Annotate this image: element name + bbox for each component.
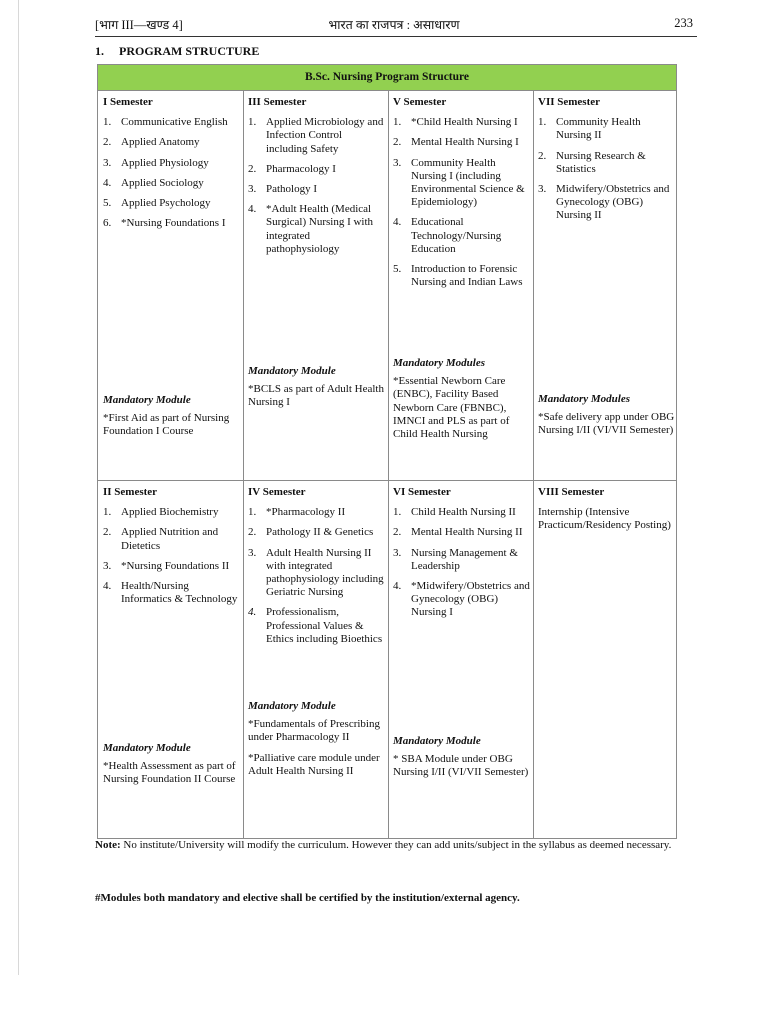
item-number: 2. xyxy=(393,136,402,149)
course-name: Educational Technology/Nursing Education xyxy=(411,216,502,255)
course-name: Nursing Management & Leadership xyxy=(411,546,518,572)
item-number: 2. xyxy=(393,526,402,539)
module-title: Mandatory Module xyxy=(248,700,336,712)
course-item xyxy=(538,183,676,223)
course-name: Applied Anatomy xyxy=(121,136,200,149)
item-number: 1. xyxy=(248,506,257,519)
course-item xyxy=(103,506,241,519)
course-item xyxy=(393,506,531,519)
course-item xyxy=(248,203,386,256)
course-name: Pharmacology I xyxy=(266,162,336,175)
header-gazette-title: भारत का राजपत्र : असाधारण xyxy=(328,18,460,32)
column-divider xyxy=(388,91,389,838)
course-item xyxy=(248,163,386,176)
course-name: Child Health Nursing II xyxy=(411,506,516,519)
course-name: Nursing Research & Statistics xyxy=(556,149,646,175)
course-item xyxy=(393,263,531,289)
course-item xyxy=(538,116,676,142)
course-name: Health/Nursing Informatics & Technology xyxy=(121,580,238,606)
semester-title: VIII Semester xyxy=(538,486,605,498)
course-item xyxy=(103,580,241,606)
item-number: 1. xyxy=(538,116,547,129)
semester-cell-iv xyxy=(248,486,386,653)
mandatory-module-iv xyxy=(248,700,386,778)
module-text-secondary: *Palliative care module under Adult Health Nursing II xyxy=(248,751,380,777)
course-item xyxy=(248,183,386,196)
item-number: 4. xyxy=(393,580,402,593)
module-title: Mandatory Modules xyxy=(538,393,630,405)
mandatory-module-iii xyxy=(248,365,386,410)
course-name: Midwifery/Obstetrics and Gynecology (OBG) Nursing II xyxy=(556,183,670,222)
course-name: Applied Biochemistry xyxy=(121,506,219,519)
course-item xyxy=(538,150,676,176)
module-title: Mandatory Module xyxy=(103,742,191,754)
module-title: Mandatory Module xyxy=(103,394,191,406)
module-text: *BCLS as part of Adult Health Nursing I xyxy=(248,383,384,409)
semester-title: IV Semester xyxy=(248,486,306,498)
module-title: Mandatory Module xyxy=(393,735,481,747)
course-item xyxy=(103,217,241,230)
item-number: 3. xyxy=(103,156,112,169)
semester-cell-vii xyxy=(538,96,676,230)
course-item xyxy=(248,506,386,519)
module-text: *Health Assessment as part of Nursing Foundation II Course xyxy=(103,760,236,786)
mandatory-module-vi xyxy=(393,735,531,780)
section-number: 1. xyxy=(95,44,104,58)
column-divider xyxy=(533,91,534,838)
course-name: Applied Microbiology and Infection Control including Safety xyxy=(266,116,384,155)
course-name: Adult Health Nursing II with integrated pathophysiology including Geriatric Nursing xyxy=(266,546,384,599)
course-name: *Nursing Foundations II xyxy=(121,559,230,572)
mandatory-module-ii xyxy=(103,742,241,787)
course-name: Pathology II & Genetics xyxy=(266,526,374,539)
course-name: Applied Psychology xyxy=(121,197,211,210)
module-title: Mandatory Module xyxy=(248,365,336,377)
semester-cell-v xyxy=(393,96,531,296)
course-name: Applied Physiology xyxy=(121,156,209,169)
semester-title: III Semester xyxy=(248,96,307,108)
semester-title: VII Semester xyxy=(538,96,601,108)
course-item xyxy=(393,547,531,573)
certification-note: #Modules both mandatory and elective shall be certified by the institution/external agency. xyxy=(95,892,520,904)
header-divider xyxy=(95,36,697,37)
course-item xyxy=(248,116,386,156)
course-item xyxy=(393,136,531,149)
course-name: Applied Nutrition and Dietetics xyxy=(121,526,219,552)
course-item xyxy=(393,157,531,210)
module-text: * SBA Module under OBG Nursing I/II (VI/VII Semester) xyxy=(393,753,529,779)
course-name: Pathology I xyxy=(266,183,318,196)
item-number: 6. xyxy=(103,217,112,230)
semester-cell-ii xyxy=(103,486,241,613)
mandatory-modules-vii xyxy=(538,393,676,438)
item-number: 4. xyxy=(248,606,257,619)
program-structure-table xyxy=(97,64,677,839)
module-text: *Safe delivery app under OBG Nursing I/II (VI/VII Semester) xyxy=(538,411,675,437)
table-title: B.Sc. Nursing Program Structure xyxy=(98,65,676,91)
item-number: 3. xyxy=(248,546,257,559)
item-number: 3. xyxy=(393,546,402,559)
internship-text: Internship (Intensive Practicum/Residency Posting) xyxy=(538,506,671,532)
item-number: 4. xyxy=(103,176,112,189)
item-number: 5. xyxy=(103,197,112,210)
course-name: Community Health Nursing I (including Environmental Science & Epidemiology) xyxy=(411,156,525,209)
course-item xyxy=(393,216,531,256)
course-name: Mental Health Nursing I xyxy=(411,136,519,149)
item-number: 5. xyxy=(393,263,402,276)
item-number: 1. xyxy=(103,506,112,519)
item-number: 2. xyxy=(103,136,112,149)
mandatory-modules-v xyxy=(393,357,531,441)
semester-title: VI Semester xyxy=(393,486,451,498)
curriculum-note xyxy=(95,839,705,852)
item-number: 1. xyxy=(393,116,402,129)
section-title: PROGRAM STRUCTURE xyxy=(119,44,260,58)
course-item xyxy=(103,136,241,149)
item-number: 3. xyxy=(248,183,257,196)
semester-cell-vi xyxy=(393,486,531,627)
course-item xyxy=(393,116,531,129)
item-number: 4. xyxy=(393,216,402,229)
course-name: *Child Health Nursing I xyxy=(411,116,518,129)
gazette-header xyxy=(95,16,693,36)
course-name: *Adult Health (Medical Surgical) Nursing I with integrated pathophysiology xyxy=(266,203,374,255)
course-item xyxy=(103,116,241,129)
course-name: Communicative English xyxy=(121,116,228,129)
item-number: 1. xyxy=(393,506,402,519)
page-left-rule xyxy=(18,0,19,975)
item-number: 2. xyxy=(248,526,257,539)
item-number: 2. xyxy=(103,526,112,539)
note-text: No institute/University will modify the curriculum. However they can add units/subject in the syllabus as deemed necessary. xyxy=(120,839,672,851)
item-number: 3. xyxy=(538,183,547,196)
section-heading xyxy=(95,44,259,59)
semester-cell-i xyxy=(103,96,241,237)
item-number: 2. xyxy=(248,162,257,175)
mandatory-module-i xyxy=(103,394,241,439)
page-number: 233 xyxy=(674,16,693,30)
note-label: Note: xyxy=(95,839,121,851)
module-text: *Essential Newborn Care (ENBC), Facility Based Newborn Care (FBNBC), IMNCI and PLS as part of Child Health Nursing xyxy=(393,375,510,441)
item-number: 4. xyxy=(248,203,257,216)
item-number: 4. xyxy=(103,580,112,593)
course-item xyxy=(248,547,386,600)
item-number: 2. xyxy=(538,149,547,162)
course-item xyxy=(103,157,241,170)
course-item xyxy=(103,560,241,573)
course-name: Introduction to Forensic Nursing and Indian Laws xyxy=(411,263,523,289)
course-item xyxy=(103,177,241,190)
item-number: 3. xyxy=(103,559,112,572)
course-item xyxy=(103,197,241,210)
semester-title: II Semester xyxy=(103,486,158,498)
course-name: *Pharmacology II xyxy=(266,506,346,519)
semester-title: V Semester xyxy=(393,96,447,108)
module-title: Mandatory Modules xyxy=(393,357,485,369)
course-item xyxy=(103,526,241,552)
header-part-label: [भाग III—खण्ड 4] xyxy=(95,18,183,32)
course-item xyxy=(393,580,531,620)
item-number: 1. xyxy=(248,116,257,129)
course-item xyxy=(248,606,386,646)
course-name: Professionalism, Professional Values & Ethics including Bioethics xyxy=(266,606,383,645)
course-name: *Midwifery/Obstetrics and Gynecology (OBG) Nursing I xyxy=(411,580,530,619)
course-name: Community Health Nursing II xyxy=(556,116,641,142)
row-divider xyxy=(98,480,676,481)
course-item xyxy=(393,526,531,539)
course-name: Mental Health Nursing II xyxy=(411,526,523,539)
column-divider xyxy=(243,91,244,838)
course-item xyxy=(248,526,386,539)
item-number: 3. xyxy=(393,156,402,169)
semester-title: I Semester xyxy=(103,96,153,108)
module-text: *Fundamentals of Prescribing under Pharmacology II xyxy=(248,718,380,744)
course-name: Applied Sociology xyxy=(121,176,204,189)
semester-cell-iii xyxy=(248,96,386,263)
module-text: *First Aid as part of Nursing Foundation I Course xyxy=(103,412,230,438)
item-number: 1. xyxy=(103,116,112,129)
course-name: *Nursing Foundations I xyxy=(121,217,226,230)
semester-cell-viii xyxy=(538,486,676,533)
